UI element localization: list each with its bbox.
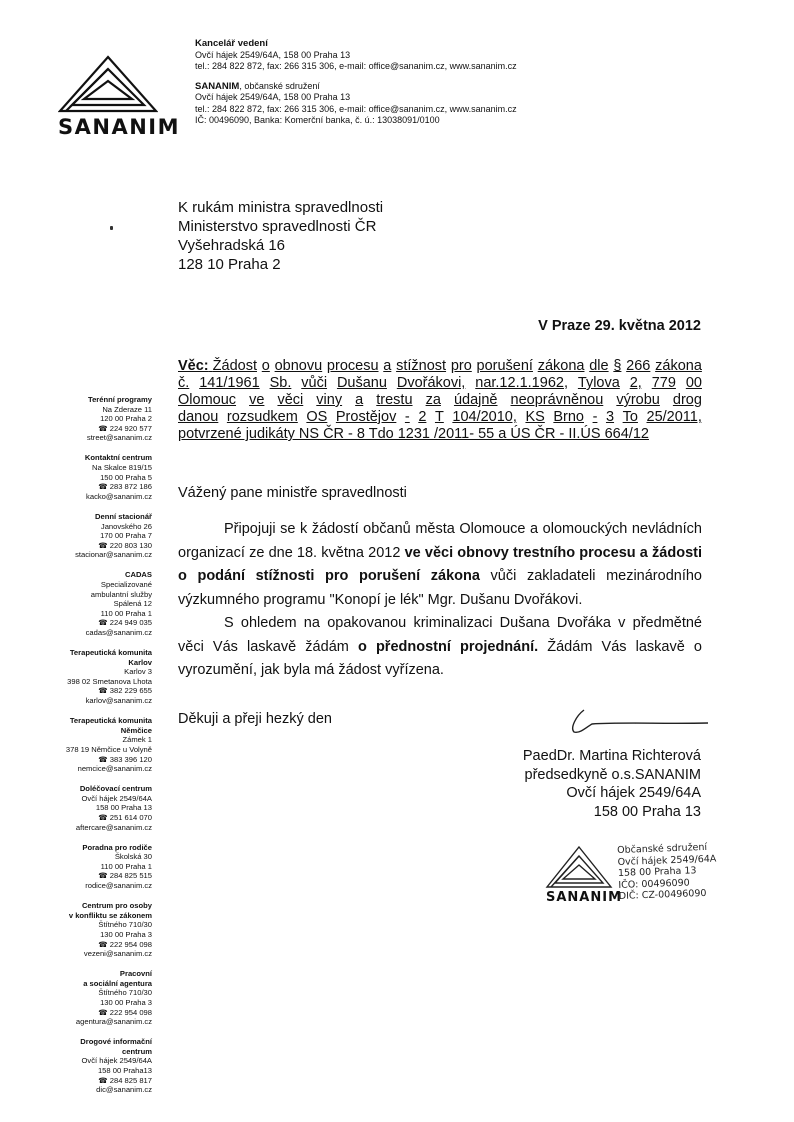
sidebar-entry-line: 398 02 Smetanova Lhota — [67, 676, 152, 686]
subject-word: 00 — [685, 375, 702, 391]
sidebar-entry-line: Karlov 3 — [124, 667, 152, 677]
body-emphasis: o přednostní projednání. — [357, 638, 539, 655]
subject-line — [178, 375, 702, 392]
subject-word: danou — [178, 409, 219, 425]
office-title: Kancelář vedení — [195, 38, 268, 49]
sidebar-entry — [20, 395, 152, 443]
sananim-logo — [58, 55, 180, 139]
sidebar-entry-line: ☎ 284 825 817 — [98, 1075, 152, 1085]
signatory-line: Ovčí hájek 2549/64A — [566, 785, 701, 801]
stamp-org-name: SANANIM — [546, 890, 623, 905]
sidebar-entry-title: Terénní programy — [88, 395, 152, 404]
sidebar-entry-title: Němčice — [120, 725, 152, 735]
recipient-line: 128 10 Praha 2 — [178, 256, 281, 273]
subject-word: Tylova — [577, 375, 620, 391]
sidebar-entry-line: ☎ 251 614 070 — [98, 812, 152, 822]
subject-word: porušení — [476, 358, 533, 374]
letterhead — [195, 38, 595, 127]
subject-word: To — [622, 409, 638, 425]
subject-word: údajně — [453, 392, 498, 408]
body-text: Připojuji se k žádostí občanů města Olomouce a olomouckých nevládních organizací ze dne 18. května 2012 — [178, 521, 702, 561]
sidebar-entry-line: Školská 30 — [114, 852, 152, 862]
org-subtitle: , občanské sdružení — [239, 80, 320, 91]
subject-word: obnovu — [274, 358, 323, 374]
subject-line — [178, 392, 702, 409]
sidebar-entry-line: kacko@sananim.cz — [86, 491, 152, 501]
subject-word: 25/2011, — [646, 409, 702, 425]
sidebar-entry-line: ☎ 224 949 035 — [98, 618, 152, 628]
sidebar-entry — [20, 716, 152, 774]
subject-line — [178, 426, 702, 443]
stamp-line: IČO: 00496090 — [618, 876, 690, 891]
recipient-line: Ministerstvo spravedlnosti ČR — [178, 218, 377, 235]
signatory — [519, 747, 701, 821]
letter-date: V Praze 29. května 2012 — [538, 318, 701, 334]
subject-word: rozsudkem — [226, 409, 298, 425]
sidebar-entry-title: a sociální agentura — [83, 978, 152, 988]
sidebar-entry-title: Drogové informační — [80, 1037, 152, 1047]
letter-body — [178, 518, 702, 683]
subject-word: trestu — [376, 392, 413, 408]
sidebar-entry-line: rodice@sananim.cz — [85, 881, 152, 891]
subject-word: Sb. — [269, 375, 292, 391]
subject-word: zákona — [537, 358, 585, 374]
subject-word: 141/1961 — [199, 375, 260, 391]
org-title: SANANIM — [195, 80, 240, 92]
stamp-line: DIČ: CZ-00496090 — [618, 887, 707, 902]
org-line: tel.: 284 822 872, fax: 266 315 306, e-mail: office@sananim.cz, www.sananim.cz — [195, 103, 517, 114]
stamp-line: Občanské sdružení — [617, 841, 708, 856]
sidebar-entry-line: aftercare@sananim.cz — [75, 822, 152, 832]
logo-text: SANANIM — [58, 115, 180, 139]
subject-word: nar.12.1.1962, — [475, 375, 568, 391]
sidebar-entry-line: agentura@sananim.cz — [75, 1017, 152, 1027]
sidebar-entry-line: ☎ 284 825 515 — [98, 871, 152, 881]
sidebar-contacts — [20, 395, 152, 1105]
signatory-line: 158 00 Praha 13 — [593, 803, 701, 820]
sidebar-entry-line: Na Zderaze 11 — [102, 404, 152, 414]
sidebar-entry-line: dic@sananim.cz — [96, 1085, 152, 1095]
sidebar-entry-line: 120 00 Praha 2 — [100, 414, 152, 424]
stamp-line: Ovčí hájek 2549/64A — [617, 853, 717, 868]
subject-word: procesu — [326, 358, 379, 374]
sidebar-entry-line: Ovčí hájek 2549/64A — [81, 1056, 152, 1066]
subject-word-group — [178, 358, 257, 375]
office-line: tel.: 284 822 872, fax: 266 315 306, e-mail: office@sananim.cz, www.sananim.cz — [195, 61, 517, 71]
sidebar-entry-line: Spálená 12 — [113, 599, 152, 609]
subject-word: č. — [178, 375, 190, 391]
subject-word: Olomouc — [178, 392, 237, 408]
sidebar-entry-line: Štítného 710/30 — [98, 920, 152, 930]
stamp-text — [617, 842, 718, 903]
sidebar-entry-title: Kontaktní centrum — [84, 453, 152, 463]
sananim-triangle-icon — [58, 55, 158, 113]
subject-word: a — [383, 358, 392, 374]
sidebar-entry-line: ☎ 283 872 186 — [98, 482, 152, 492]
subject-word: T — [434, 409, 444, 425]
office-block — [195, 38, 595, 73]
subject-word: Prostějov — [335, 409, 397, 425]
greeting: Vážený pane ministře spravedlnosti — [178, 485, 407, 501]
sidebar-entry-title: Pracovní — [119, 969, 152, 979]
sidebar-entry-line: ambulantní služby — [90, 589, 152, 599]
sidebar-entry-line: 158 00 Praha13 — [97, 1066, 152, 1076]
subject — [178, 358, 702, 443]
subject-word: - — [404, 409, 410, 425]
sidebar-entry-line: ☎ 222 954 098 — [98, 1007, 152, 1017]
sidebar-entry-line: Specializované — [100, 580, 152, 589]
subject-word: pro — [450, 358, 472, 374]
sidebar-entry-line: ☎ 222 954 098 — [98, 939, 152, 949]
org-block — [195, 81, 595, 127]
subject-word: 3 — [605, 409, 615, 425]
subject-word: KS — [525, 409, 545, 425]
subject-word: 2 — [418, 409, 427, 425]
sidebar-entry-line: street@sananim.cz — [86, 433, 152, 443]
body-paragraph-1 — [178, 518, 702, 612]
stamp-line: 158 00 Praha 13 — [617, 865, 697, 879]
sidebar-entry-line: cadas@sananim.cz — [85, 627, 152, 637]
sidebar-entry-line: 110 00 Praha 1 — [100, 608, 152, 618]
subject-word: Dvořákovi, — [396, 375, 466, 391]
sidebar-entry-line: 130 00 Praha 3 — [100, 997, 152, 1007]
sidebar-entry-title: Doléčovací centrum — [79, 784, 152, 794]
body-paragraph-2 — [178, 612, 702, 683]
sidebar-entry-title: Karlov — [128, 657, 152, 667]
body-text: Žádám Vás laskavě o vyrozumění, jak byla má žádost vyřízena. — [178, 638, 702, 678]
subject-word: 104/2010, — [452, 409, 517, 425]
subject-word: věci — [277, 392, 304, 408]
subject-word: Brno — [553, 409, 584, 425]
handwritten-signature — [562, 706, 712, 741]
body-text: vůči zakladateli mezinárodního výzkumného programu "Konopí je lék" Mgr. Dušanu Dvořákovi. — [178, 568, 702, 608]
subject-word: viny — [316, 392, 343, 408]
sidebar-entry-line: nemcice@sananim.cz — [77, 764, 152, 774]
subject-word: drog — [672, 392, 702, 408]
subject-line — [178, 358, 702, 375]
sidebar-entry-title: Poradna pro rodiče — [82, 842, 152, 852]
sidebar-entry-line: 378 19 Němčice u Volyně — [65, 744, 152, 754]
sidebar-entry — [20, 901, 152, 959]
sidebar-entry-title: Terapeutická komunita — [69, 716, 152, 726]
subject-word: 779 — [651, 375, 676, 391]
subject-word: 2, — [629, 375, 642, 391]
subject-word: stížnost — [396, 358, 447, 374]
sidebar-entry-line: Na Skalce 819/15 — [92, 463, 152, 473]
subject-word: zákona — [655, 358, 702, 374]
sidebar-entry-line: Ovčí hájek 2549/64A — [81, 793, 152, 803]
sidebar-entry-line: ☎ 383 396 120 — [98, 754, 152, 764]
signatory-line: předsedkyně o.s.SANANIM — [524, 766, 701, 783]
recipient-line: K rukám ministra spravedlnosti — [178, 199, 384, 216]
sidebar-entry — [20, 453, 152, 501]
subject-word: vůči — [301, 375, 328, 391]
subject-word: dle — [589, 358, 609, 374]
sidebar-entry-title: v konfliktu se zákonem — [68, 910, 152, 920]
subject-word: o — [261, 358, 270, 374]
sidebar-entry-line: Štítného 710/30 — [98, 988, 152, 998]
subject-word: neoprávněnou — [510, 392, 604, 408]
subject-word: ve — [249, 392, 265, 408]
org-line: Ovčí hájek 2549/64A, 158 00 Praha 13 — [195, 92, 351, 102]
sidebar-entry-line: ☎ 224 920 577 — [98, 423, 152, 433]
subject-word: potvrzené judikáty NS ČR - 8 Tdo 1231 /2011- 55 a ÚS ČR - II.ÚS 664/12 — [178, 426, 649, 442]
subject-word: Dušanu — [336, 375, 387, 391]
recipient-address — [178, 198, 383, 274]
sidebar-entry-title: CADAS — [124, 570, 152, 580]
recipient-line: Vyšehradská 16 — [178, 237, 286, 254]
subject-word: Žádost — [212, 358, 258, 374]
sidebar-entry — [20, 648, 152, 706]
subject-word: OS — [306, 409, 328, 425]
sidebar-entry — [20, 843, 152, 891]
sidebar-entry — [20, 784, 152, 832]
subject-word: a — [355, 392, 364, 408]
sidebar-entry-title: Centrum pro osoby — [81, 901, 152, 911]
body-emphasis: ve věci obnovy trestního procesu a žádosti o podání stížnosti pro porušení zákona — [178, 544, 702, 584]
subject-word: za — [425, 392, 441, 408]
sidebar-entry-title: Terapeutická komunita — [69, 648, 152, 658]
sidebar-entry-line: vezeni@sananim.cz — [83, 949, 152, 959]
subject-label: Věc: — [178, 358, 209, 374]
sidebar-entry-line: karlov@sananim.cz — [85, 696, 152, 706]
scan-speck — [110, 226, 113, 230]
stamp-logo-icon — [545, 845, 613, 894]
subject-word: § — [613, 358, 622, 374]
sidebar-entry — [20, 512, 152, 560]
sidebar-entry — [20, 969, 152, 1027]
sidebar-entry-line: stacionar@sananim.cz — [75, 550, 152, 560]
sidebar-entry-line: ☎ 382 229 655 — [98, 686, 152, 696]
org-line: IČ: 00496090, Banka: Komerční banka, č. ú.: 13038091/0100 — [195, 115, 440, 125]
sidebar-entry-line: ☎ 220 803 130 — [98, 540, 152, 550]
subject-line — [178, 409, 702, 426]
sidebar-entry-line: 150 00 Praha 5 — [100, 472, 152, 482]
subject-word: - — [592, 409, 598, 425]
sidebar-entry-line: 158 00 Praha 13 — [95, 803, 152, 813]
sidebar-entry — [20, 570, 152, 637]
office-line: Ovčí hájek 2549/64A, 158 00 Praha 13 — [195, 49, 351, 60]
sidebar-entry-line: 170 00 Praha 7 — [100, 531, 152, 541]
sidebar-entry-line: 130 00 Praha 3 — [100, 929, 152, 939]
sidebar-entry-title: centrum — [122, 1046, 152, 1056]
closing: Děkuji a přeji hezký den — [178, 711, 332, 727]
subject-word: 266 — [626, 358, 651, 374]
body-text: S ohledem na opakovanou kriminalizaci Dušana Dvořáka v předmětné věci Vás laskavě žádám — [178, 615, 702, 655]
sidebar-entry-line: Zámek 1 — [122, 735, 152, 745]
sidebar-entry-line: Janovského 26 — [100, 521, 152, 531]
sidebar-entry-title: Denní stacionář — [95, 511, 152, 521]
sidebar-entry-line: 110 00 Praha 1 — [100, 861, 152, 871]
subject-word: výrobu — [616, 392, 660, 408]
sidebar-entry — [20, 1037, 152, 1095]
signatory-line: PaedDr. Martina Richterová — [522, 748, 701, 764]
